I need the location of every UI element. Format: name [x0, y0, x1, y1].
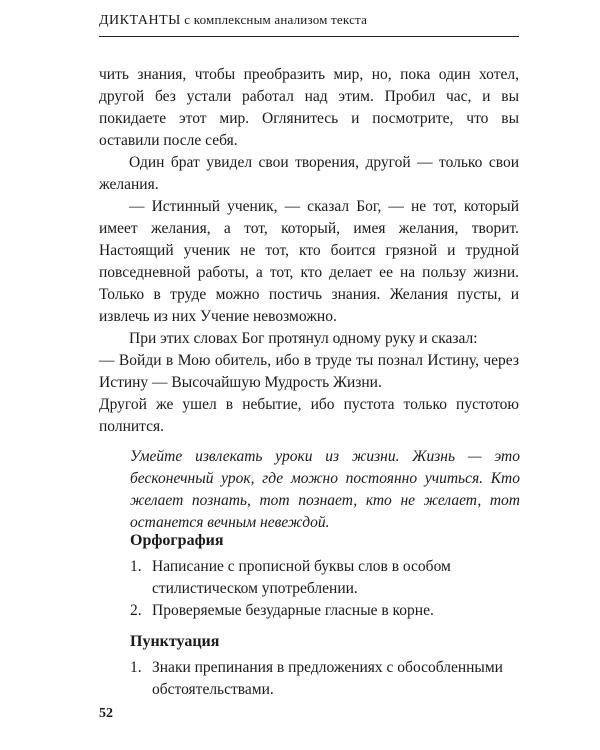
orthography-list: [130, 556, 520, 622]
punctuation-heading: Пунктуация: [130, 633, 220, 650]
running-head-caps: ДИКТАНТЫ: [99, 13, 181, 28]
list-item: [130, 657, 520, 701]
paragraph-other-brother: Другой же ушел в небытие, ибо пустота только пустотою полнится.: [99, 396, 519, 435]
list-text: Знаки препинания в предложениях с обособленными обстоятельствами.: [152, 659, 503, 698]
list-item: [130, 600, 520, 622]
list-item: [130, 556, 520, 600]
list-text: Написание с прописной буквы слов в особом стилистическом употреблении.: [152, 558, 451, 597]
story-text: [99, 64, 519, 438]
paragraph-brothers: Один брат увидел свои творения, другой — только свои желания.: [99, 154, 519, 193]
page-number: 52: [99, 706, 113, 721]
running-head-rest: с комплексным анализом текста: [184, 12, 368, 27]
paragraph-true-student: — Истинный ученик, — сказал Бог, — не тот, который имеет желания, а тот, который, имея желания, творит. Настоящий ученик не тот, кто боится грязной и трудной повседневной работы, а тот, кто делает ее на пользу жизни. Только в труде можно постичь знания. Желания пусты, и извлечь из них Учение невозможно.: [99, 198, 519, 325]
list-text: Проверяемые безударные гласные в корне.: [152, 602, 434, 619]
orthography-heading: Орфография: [130, 532, 224, 549]
list-number: 1.: [130, 659, 142, 676]
paragraph-continuation: чить знания, чтобы преобразить мир, но, пока один хотел, другой без устали работал над этим. Пробил час, и вы покидаете этот мир. Оглянитесь и посмотрите, что вы оставили после себя.: [99, 66, 519, 149]
list-number: 2.: [130, 602, 142, 619]
list-number: 1.: [130, 558, 142, 575]
moral-text: Умейте извлекать уроки из жизни. Жизнь — это бесконечный урок, где можно постоянно учиться. Кто желает познать, тот познает, кто не желает, тот останется вечным невеждой.: [130, 447, 520, 531]
paragraph-god-hand: При этих словах Бог протянул одному руку и сказал:: [129, 330, 478, 347]
running-head: [99, 12, 367, 29]
paragraph-enter-abode: — Войди в Мою обитель, ибо в труде ты познал Истину, через Истину — Высочайшую Мудрость Жизни.: [99, 352, 519, 391]
header-rule: [99, 36, 519, 37]
punctuation-list: [130, 657, 520, 701]
